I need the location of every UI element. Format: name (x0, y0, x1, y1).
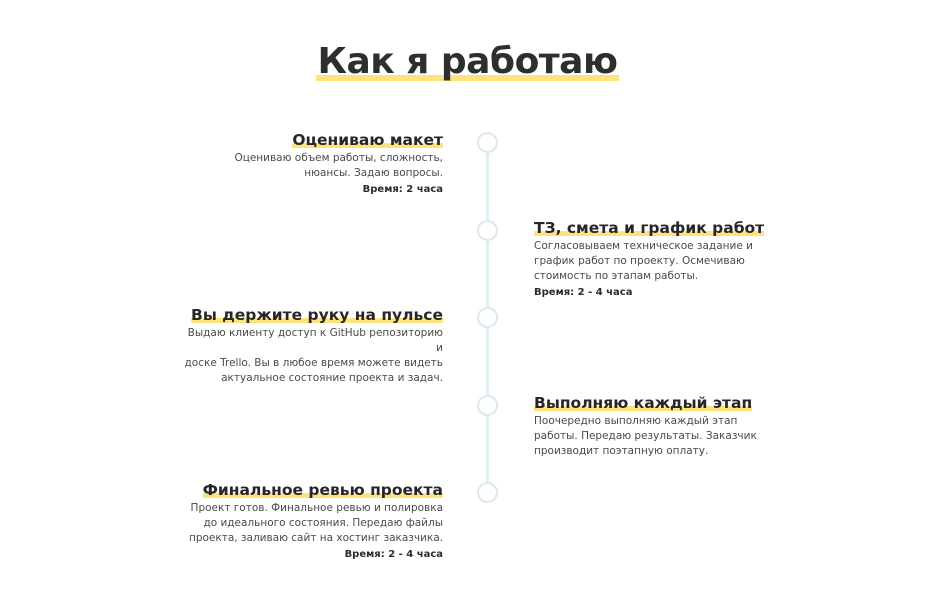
timeline-node-1 (477, 132, 498, 153)
step-execute-each-stage (534, 393, 799, 459)
title-wrap (0, 40, 935, 84)
step-description-line: производит поэтапную оплату. (534, 445, 709, 457)
step-description (534, 414, 799, 459)
step-description-line: график работ по проекту. Осмечиваю (534, 255, 745, 267)
step-time: Время: 2 - 4 часа (344, 549, 443, 560)
step-description (534, 239, 799, 284)
step-description-line: стоимость по этапам работы. (534, 270, 699, 282)
step-time: Время: 2 - 4 часа (534, 287, 633, 298)
step-description-line: Проект готов. Финальное ревью и полировка (190, 502, 443, 514)
timeline-node-4 (477, 395, 498, 416)
step-description-line: проекта, заливаю сайт на хостинг заказчика. (188, 532, 443, 544)
step-description-line: актуальное состояние проекта и задач. (221, 372, 443, 384)
step-description-line: работы. Передаю результаты. Заказчик (534, 430, 757, 442)
step-description (178, 151, 443, 181)
step-title: Вы держите руку на пульсе (191, 306, 443, 324)
step-description-line: Согласовываем техническое задание и (534, 240, 753, 252)
step-title: Выполняю каждый этап (534, 394, 753, 412)
timeline-node-3 (477, 307, 498, 328)
step-time: Время: 2 часа (362, 184, 443, 195)
timeline-node-2 (477, 220, 498, 241)
step-description-line: Поочередно выполняю каждый этап (534, 415, 738, 427)
step-description-line: Выдаю клиенту доступ к GitHub репозиторию и (187, 327, 443, 354)
step-title: Финальное ревью проекта (202, 481, 443, 499)
step-title: Оцениваю макет (292, 131, 443, 149)
step-description-line: Оцениваю объем работы, сложность, (234, 152, 443, 164)
step-finger-on-pulse (178, 305, 443, 386)
step-final-review (178, 480, 443, 560)
step-title: ТЗ, смета и график работ (534, 219, 765, 237)
step-description (178, 501, 443, 546)
page-title: Как я работаю (317, 41, 618, 82)
timeline-node-5 (477, 482, 498, 503)
step-spec-estimate-schedule (534, 218, 799, 298)
step-description (178, 326, 443, 386)
step-description-line: доске Trello. Вы в любое время можете видеть (184, 357, 443, 369)
step-evaluate-layout (178, 130, 443, 195)
step-description-line: нюансы. Задаю вопросы. (304, 167, 443, 179)
step-description-line: до идеального состояния. Передаю файлы (203, 517, 443, 529)
